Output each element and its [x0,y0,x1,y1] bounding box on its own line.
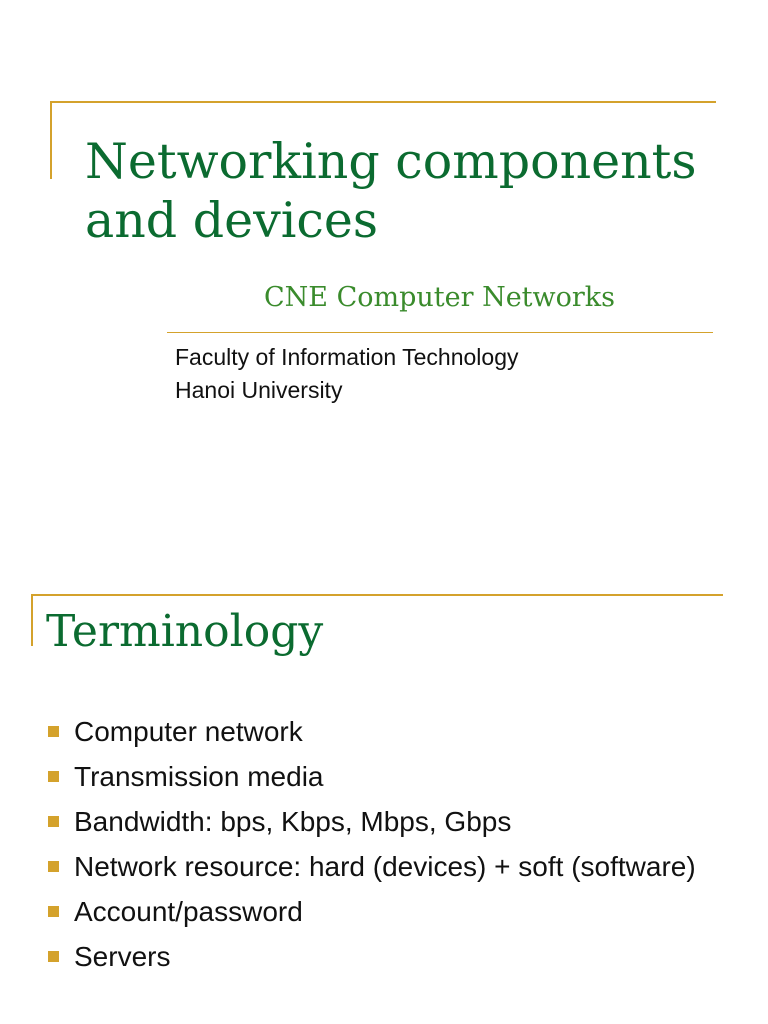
terminology-frame-left-line [31,594,33,646]
title-frame-top-line [50,101,716,103]
bullet-text: Servers [74,941,171,972]
bullet-text: Bandwidth: bps, Kbps, Mbps, Gbps [74,806,512,837]
bullet-text: Transmission media [74,761,324,792]
university-name: Hanoi University [175,377,343,403]
slide-subtitle: CNE Computer Networks [264,282,616,313]
square-bullet-icon [48,771,59,782]
terminology-frame-top-line [31,594,723,596]
bullet-text: Network resource: hard (devices) + soft (software) [74,851,696,882]
list-item [46,714,736,750]
terminology-title: Terminology [46,606,324,657]
title-frame-left-line [50,101,52,179]
faculty-name: Faculty of Information Technology [175,344,519,370]
subtitle-divider [167,332,713,333]
slide-title: Networking components and devices [85,133,697,249]
square-bullet-icon [48,906,59,917]
square-bullet-icon [48,951,59,962]
organization-block [175,341,518,407]
square-bullet-icon [48,726,59,737]
bullet-text: Computer network [74,716,303,747]
square-bullet-icon [48,861,59,872]
list-item [46,759,736,795]
list-item [46,849,736,885]
list-item [46,804,736,840]
terminology-bullet-list [46,714,736,984]
bullet-text: Account/password [74,896,303,927]
square-bullet-icon [48,816,59,827]
list-item [46,939,736,975]
list-item [46,894,736,930]
